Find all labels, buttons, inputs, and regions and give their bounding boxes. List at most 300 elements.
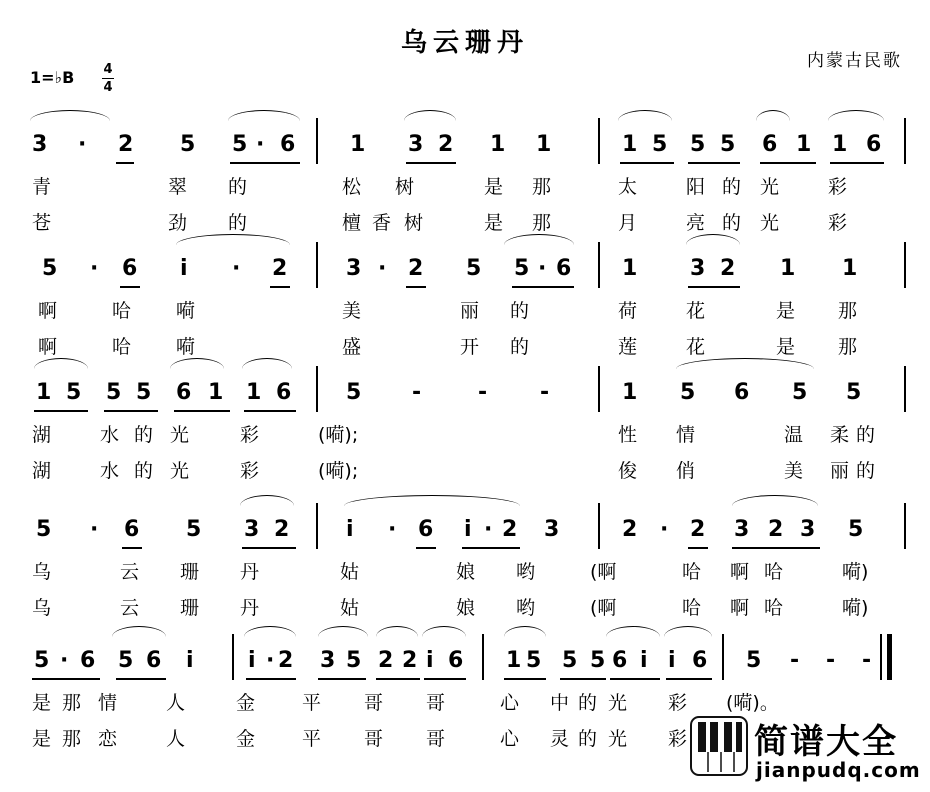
lyric-verse-2: 是 <box>32 728 52 750</box>
lyric-verse-1: 光 <box>170 424 190 446</box>
slur <box>344 495 520 506</box>
lyric-verse-2: (啊 <box>590 597 617 619</box>
lyric-verse-2: 彩 <box>828 212 848 234</box>
note: - <box>862 648 872 673</box>
note: 6 <box>124 517 140 542</box>
note: · <box>538 256 547 281</box>
lyric-verse-2: 彩 <box>240 460 260 482</box>
note: 3 <box>320 648 336 673</box>
note: 2 <box>278 648 294 673</box>
lyric-verse-2: 乌 <box>32 597 52 619</box>
lyric-verse-1: (嗬)。 <box>726 692 779 714</box>
lyric-verse-1: 太 <box>618 176 638 198</box>
note: - <box>790 648 800 673</box>
logo-url: jianpudq.com <box>756 758 921 782</box>
beam-underline <box>230 162 300 164</box>
slur <box>242 358 292 369</box>
lyric-verse-2: 人 <box>166 728 186 750</box>
lyric-verse-2: 香 <box>372 212 392 234</box>
lyric-verse-2: 哥 <box>426 728 446 750</box>
lyric-verse-1: 彩 <box>240 424 260 446</box>
note: 5 <box>180 132 196 157</box>
note: 1 <box>780 256 796 281</box>
lyric-verse-2: 娘 <box>456 597 476 619</box>
beam-underline <box>732 547 820 549</box>
note: i <box>186 648 194 673</box>
lyric-verse-1: 心 <box>500 692 520 714</box>
note: 1 <box>622 132 638 157</box>
note: 1 <box>490 132 506 157</box>
slur <box>170 358 224 369</box>
note: · <box>378 256 387 281</box>
note: 1 <box>208 380 224 405</box>
note: · <box>660 517 669 542</box>
note: - <box>478 380 488 405</box>
beam-underline <box>116 678 166 680</box>
lyric-verse-1: 温 <box>784 424 804 446</box>
bar-line <box>904 503 906 549</box>
lyric-verse-2: 金 <box>236 728 256 750</box>
note: 6 <box>80 648 96 673</box>
beam-underline <box>270 286 290 288</box>
lyric-verse-1: 光 <box>760 176 780 198</box>
lyric-verse-2: 的 <box>578 728 598 750</box>
time-signature <box>102 62 114 95</box>
lyric-verse-2: 心 <box>500 728 520 750</box>
beam-underline <box>760 162 816 164</box>
note: 2 <box>690 517 706 542</box>
note: 3 <box>408 132 424 157</box>
beam-underline <box>504 678 546 680</box>
note: 6 <box>418 517 434 542</box>
note: 5 <box>346 648 362 673</box>
lyric-verse-2: 花 <box>686 336 706 358</box>
note: 3 <box>346 256 362 281</box>
lyric-verse-1: 翠 <box>168 176 188 198</box>
lyric-verse-1: 的 <box>510 300 530 322</box>
lyric-verse-2: 是 <box>484 212 504 234</box>
note: 2 <box>408 256 424 281</box>
bar-line <box>598 503 600 549</box>
note: 5 <box>690 132 706 157</box>
lyric-verse-2: 光 <box>608 728 628 750</box>
lyric-verse-1: 柔 <box>830 424 850 446</box>
note: · <box>232 256 241 281</box>
note: - <box>826 648 836 673</box>
note: 5 <box>848 517 864 542</box>
note: 2 <box>402 648 418 673</box>
lyric-verse-1: 丽 <box>460 300 480 322</box>
lyric-verse-2: (嗬); <box>318 460 359 482</box>
beam-underline <box>32 678 100 680</box>
lyric-verse-2: 的 <box>510 336 530 358</box>
lyric-verse-1: 青 <box>32 176 52 198</box>
note: 5 <box>106 380 122 405</box>
note: 5 <box>34 648 50 673</box>
note: 5 <box>590 648 606 673</box>
lyric-verse-1: 金 <box>236 692 256 714</box>
lyric-verse-1: 哈 <box>764 561 784 583</box>
slur <box>112 626 166 637</box>
beam-underline <box>242 547 296 549</box>
beam-underline <box>688 286 740 288</box>
lyric-verse-1: 平 <box>302 692 322 714</box>
lyric-verse-1: 丹 <box>240 561 260 583</box>
bar-line <box>598 366 600 412</box>
lyric-verse-1: 松 <box>342 176 362 198</box>
note: 5 <box>680 380 696 405</box>
lyric-verse-1: 荷 <box>618 300 638 322</box>
time-signature-numerator: 4 <box>103 62 113 77</box>
note: 5 <box>526 648 542 673</box>
lyric-verse-1: 彩 <box>828 176 848 198</box>
lyric-verse-2: 丽 <box>830 460 850 482</box>
lyric-verse-1: (啊 <box>590 561 617 583</box>
slur <box>422 626 466 637</box>
lyric-verse-2: 哟 <box>516 597 536 619</box>
lyric-verse-2: 月 <box>618 212 638 234</box>
note: 6 <box>122 256 138 281</box>
bar-line <box>232 634 234 680</box>
note: 5 <box>346 380 362 405</box>
slur <box>318 626 368 637</box>
song-title: 乌云珊丹 <box>400 28 529 58</box>
note: 2 <box>118 132 134 157</box>
slur <box>30 110 110 121</box>
beam-underline <box>512 286 574 288</box>
lyric-verse-2: 云 <box>120 597 140 619</box>
lyric-verse-1: 的 <box>856 424 876 446</box>
bar-line <box>904 118 906 164</box>
beam-underline <box>610 678 660 680</box>
note: i <box>640 648 648 673</box>
lyric-verse-2: 是 <box>776 336 796 358</box>
note: 5 <box>652 132 668 157</box>
lyric-verse-2: 哈 <box>112 336 132 358</box>
slur <box>676 358 814 369</box>
slur <box>828 110 884 121</box>
lyric-verse-1: 阳 <box>686 176 706 198</box>
note: i <box>426 648 434 673</box>
lyric-verse-2: 树 <box>404 212 424 234</box>
note: 2 <box>622 517 638 542</box>
key-signature: 1=♭B <box>30 68 75 87</box>
note: 5 <box>792 380 808 405</box>
note: 6 <box>612 648 628 673</box>
lyric-verse-1: 树 <box>395 176 415 198</box>
note: i <box>346 517 354 542</box>
slur <box>34 358 88 369</box>
beam-underline <box>666 678 712 680</box>
note: - <box>412 380 422 405</box>
note: 1 <box>536 132 552 157</box>
note: 3 <box>734 517 750 542</box>
lyric-verse-1: 光 <box>608 692 628 714</box>
note: 6 <box>734 380 750 405</box>
note: 1 <box>36 380 52 405</box>
lyric-verse-2: 平 <box>302 728 322 750</box>
final-bar-line <box>887 634 892 680</box>
beam-underline <box>34 410 88 412</box>
lyric-verse-2: 珊 <box>180 597 200 619</box>
note: · <box>90 517 99 542</box>
lyric-verse-2: 啊 <box>730 597 750 619</box>
note: 6 <box>692 648 708 673</box>
lyric-verse-1: 云 <box>120 561 140 583</box>
lyric-verse-2: 的 <box>722 212 742 234</box>
bar-line <box>316 242 318 288</box>
lyric-verse-1: 是 <box>776 300 796 322</box>
note: 5 <box>36 517 52 542</box>
slur <box>732 495 818 506</box>
lyric-verse-1: 人 <box>166 692 186 714</box>
note: 6 <box>176 380 192 405</box>
lyric-verse-2: 哈 <box>764 597 784 619</box>
note: 1 <box>796 132 812 157</box>
note: - <box>540 380 550 405</box>
lyric-verse-1: 那 <box>532 176 552 198</box>
lyric-verse-2: 的 <box>228 212 248 234</box>
lyric-verse-2: 彩 <box>668 728 688 750</box>
lyric-verse-2: 啊 <box>38 336 58 358</box>
note: 2 <box>272 256 288 281</box>
note: 5 <box>232 132 248 157</box>
note: 1 <box>842 256 858 281</box>
lyric-verse-2: 俏 <box>676 460 696 482</box>
slur <box>504 234 574 245</box>
lyric-verse-1: 那 <box>62 692 82 714</box>
note: 2 <box>438 132 454 157</box>
note: · <box>78 132 87 157</box>
note: i <box>668 648 676 673</box>
note: 6 <box>866 132 882 157</box>
lyric-verse-2: 恋 <box>98 728 118 750</box>
lyric-verse-1: 湖 <box>32 424 52 446</box>
lyric-verse-1: 珊 <box>180 561 200 583</box>
beam-underline <box>406 286 426 288</box>
lyric-verse-2: 湖 <box>32 460 52 482</box>
lyric-verse-2: 那 <box>532 212 552 234</box>
note: i <box>248 648 256 673</box>
beam-underline <box>246 678 296 680</box>
slur <box>376 626 418 637</box>
beam-underline <box>116 162 134 164</box>
beam-underline <box>688 162 740 164</box>
lyric-verse-1: 那 <box>838 300 858 322</box>
lyric-verse-1: 水 <box>100 424 120 446</box>
lyric-verse-2: 那 <box>62 728 82 750</box>
note: 3 <box>244 517 260 542</box>
note: 5 <box>514 256 530 281</box>
beam-underline <box>244 410 296 412</box>
lyric-verse-2: 亮 <box>686 212 706 234</box>
lyric-verse-1: 的 <box>722 176 742 198</box>
lyric-verse-1: 嗬) <box>842 561 869 583</box>
lyric-verse-2: 苍 <box>32 212 52 234</box>
slur <box>176 234 290 245</box>
beam-underline <box>416 547 436 549</box>
lyric-verse-1: 娘 <box>456 561 476 583</box>
slur <box>756 110 790 121</box>
note: 1 <box>350 132 366 157</box>
lyric-verse-2: 的 <box>134 460 154 482</box>
note: 5 <box>466 256 482 281</box>
note: 5 <box>720 132 736 157</box>
lyric-verse-1: 哟 <box>516 561 536 583</box>
lyric-verse-1: 哥 <box>426 692 446 714</box>
note: 3 <box>544 517 560 542</box>
note: 6 <box>762 132 778 157</box>
lyric-verse-2: 檀 <box>342 212 362 234</box>
lyric-verse-2: 丹 <box>240 597 260 619</box>
bar-line <box>316 503 318 549</box>
note: 3 <box>32 132 48 157</box>
slur <box>244 626 296 637</box>
note: 5 <box>846 380 862 405</box>
note: · <box>256 132 265 157</box>
note: 2 <box>720 256 736 281</box>
note: 2 <box>502 517 518 542</box>
note: 6 <box>556 256 572 281</box>
note: 3 <box>690 256 706 281</box>
lyric-verse-2: 哈 <box>682 597 702 619</box>
beam-underline <box>620 162 674 164</box>
note: 6 <box>280 132 296 157</box>
lyric-verse-1: 美 <box>342 300 362 322</box>
lyric-verse-1: 哥 <box>364 692 384 714</box>
note: · <box>60 648 69 673</box>
beam-underline <box>174 410 230 412</box>
lyric-verse-1: 哈 <box>682 561 702 583</box>
lyric-verse-1: 哈 <box>112 300 132 322</box>
note: · <box>388 517 397 542</box>
lyric-verse-2: 的 <box>856 460 876 482</box>
beam-underline <box>376 678 420 680</box>
lyric-verse-1: 彩 <box>668 692 688 714</box>
note: 5 <box>66 380 82 405</box>
beam-underline <box>406 162 456 164</box>
note: 1 <box>832 132 848 157</box>
piano-keys-icon <box>690 716 748 776</box>
note: 1 <box>622 256 638 281</box>
note: i <box>464 517 472 542</box>
lyric-verse-1: (嗬); <box>318 424 359 446</box>
slur <box>228 110 300 121</box>
bar-line <box>904 242 906 288</box>
lyric-verse-2: 灵 <box>550 728 570 750</box>
lyric-verse-1: 性 <box>618 424 638 446</box>
bar-line <box>904 366 906 412</box>
beam-underline <box>104 410 158 412</box>
lyric-verse-1: 姑 <box>340 561 360 583</box>
beam-underline <box>120 286 140 288</box>
slur <box>504 626 546 637</box>
beam-underline <box>424 678 466 680</box>
note: 5 <box>186 517 202 542</box>
site-logo <box>690 714 920 784</box>
time-signature-denominator: 4 <box>103 80 113 95</box>
beam-underline <box>560 678 606 680</box>
lyric-verse-1: 乌 <box>32 561 52 583</box>
lyric-verse-2: 哥 <box>364 728 384 750</box>
slur <box>664 626 712 637</box>
lyric-verse-1: 的 <box>134 424 154 446</box>
note: 5 <box>42 256 58 281</box>
lyric-verse-2: 光 <box>170 460 190 482</box>
lyric-verse-1: 的 <box>228 176 248 198</box>
lyric-verse-2: 俊 <box>618 460 638 482</box>
lyric-verse-2: 水 <box>100 460 120 482</box>
bar-line <box>722 634 724 680</box>
beam-underline <box>830 162 884 164</box>
lyric-verse-2: 姑 <box>340 597 360 619</box>
lyric-verse-2: 莲 <box>618 336 638 358</box>
note: · <box>266 648 275 673</box>
note: 2 <box>378 648 394 673</box>
note: · <box>484 517 493 542</box>
lyric-verse-2: 嗬 <box>176 336 196 358</box>
lyric-verse-1: 中 <box>550 692 570 714</box>
note: 2 <box>768 517 784 542</box>
song-origin: 内蒙古民歌 <box>807 51 902 71</box>
lyric-verse-2: 开 <box>460 336 480 358</box>
note: 5 <box>562 648 578 673</box>
lyric-verse-2: 嗬) <box>842 597 869 619</box>
bar-line <box>482 634 484 680</box>
note: 6 <box>146 648 162 673</box>
beam-underline <box>688 547 708 549</box>
note: 1 <box>622 380 638 405</box>
slur <box>240 495 294 506</box>
logo-name: 简谱大全 <box>754 722 898 762</box>
note: 1 <box>246 380 262 405</box>
slur <box>618 110 672 121</box>
lyric-verse-1: 是 <box>484 176 504 198</box>
lyric-verse-2: 盛 <box>342 336 362 358</box>
final-bar-line <box>880 634 882 680</box>
lyric-verse-1: 情 <box>98 692 118 714</box>
beam-underline <box>122 547 142 549</box>
lyric-verse-1: 啊 <box>38 300 58 322</box>
slur <box>404 110 456 121</box>
note: 6 <box>276 380 292 405</box>
bar-line <box>316 366 318 412</box>
lyric-verse-2: 劲 <box>168 212 188 234</box>
note: 5 <box>746 648 762 673</box>
lyric-verse-1: 的 <box>578 692 598 714</box>
slur <box>686 234 740 245</box>
lyric-verse-2: 美 <box>784 460 804 482</box>
bar-line <box>316 118 318 164</box>
slur <box>606 626 660 637</box>
beam-underline <box>318 678 366 680</box>
note: 6 <box>448 648 464 673</box>
note: 3 <box>800 517 816 542</box>
lyric-verse-1: 情 <box>676 424 696 446</box>
note: 1 <box>506 648 522 673</box>
lyric-verse-1: 是 <box>32 692 52 714</box>
lyric-verse-1: 花 <box>686 300 706 322</box>
bar-line <box>598 118 600 164</box>
bar-line <box>598 242 600 288</box>
note: 5 <box>118 648 134 673</box>
note: · <box>90 256 99 281</box>
lyric-verse-2: 那 <box>838 336 858 358</box>
lyric-verse-2: 光 <box>760 212 780 234</box>
lyric-verse-1: 嗬 <box>176 300 196 322</box>
note: i <box>180 256 188 281</box>
note: 2 <box>274 517 290 542</box>
